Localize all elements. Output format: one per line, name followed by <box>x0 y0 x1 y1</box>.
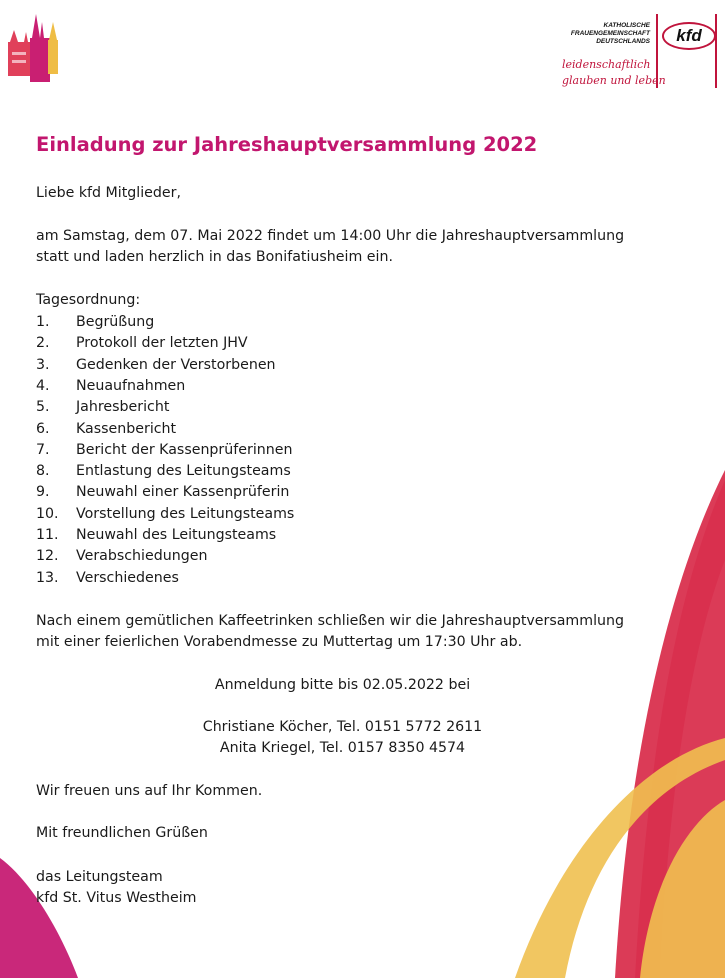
agenda-number: 5. <box>36 399 50 416</box>
agenda-number: 8. <box>36 463 50 480</box>
signature-line: das Leitungsteam <box>36 869 163 885</box>
agenda-number: 1. <box>36 314 50 330</box>
agenda-number: 10. <box>36 505 59 522</box>
agenda-text: Neuaufnahmen <box>76 377 186 394</box>
agenda-text: Neuwahl einer Kassenprüferin <box>76 484 290 501</box>
closing-line: mit einer feierlichen Vorabendmesse zu Muttertag um 17:30 Uhr ab. <box>36 634 523 650</box>
agenda-text: Verschiedenes <box>76 569 179 586</box>
page-title: Einladung zur Jahreshauptversammlung 2022 <box>36 133 538 156</box>
regards: Mit freundlichen Grüßen <box>36 825 208 841</box>
intro-line: am Samstag, dem 07. Mai 2022 findet um 14:00 Uhr die Jahreshauptversammlung <box>36 228 625 244</box>
contact: Anita Kriegel, Tel. 0157 8350 4574 <box>219 740 466 756</box>
agenda-number: 9. <box>36 484 50 501</box>
agenda-text: Gedenken der Verstorbenen <box>76 356 276 373</box>
agenda-text: Entlastung des Leitungsteams <box>76 463 291 480</box>
looking-forward: Wir freuen uns auf Ihr Kommen. <box>36 783 263 799</box>
contact: Christiane Köcher, Tel. 0151 5772 2611 <box>202 719 483 735</box>
agenda-number: 2. <box>36 335 50 352</box>
agenda-text: Protokoll der letzten JHV <box>76 335 248 352</box>
kfd-mark: kfd <box>662 22 716 50</box>
intro-line: statt und laden herzlich in das Bonifatiusheim ein. <box>36 249 393 265</box>
org-line: FRAUENGEMEINSCHAFT <box>570 30 650 37</box>
agenda-number: 13. <box>36 569 59 586</box>
agenda-text: Begrüßung <box>76 314 155 330</box>
agenda-label: Tagesordnung: <box>36 292 141 308</box>
agenda-number: 11. <box>36 527 59 543</box>
greeting: Liebe kfd Mitglieder, <box>36 185 181 201</box>
kfd-logo <box>560 14 720 94</box>
agenda-text: Verabschiedungen <box>76 548 208 565</box>
agenda-number: 3. <box>36 356 50 373</box>
agenda-number: 7. <box>36 441 50 458</box>
slogan-line: leidenschaftlich <box>562 58 651 71</box>
registration-note: Anmeldung bitte bis 02.05.2022 bei <box>214 677 471 693</box>
signature-line: kfd St. Vitus Westheim <box>36 890 197 906</box>
agenda-text: Jahresbericht <box>76 399 170 416</box>
church-skyline-logo <box>8 14 58 82</box>
org-line: KATHOLISCHE <box>603 22 650 29</box>
slogan-line: glauben und leben <box>562 74 666 87</box>
agenda-text: Bericht der Kassenprüferinnen <box>76 441 293 458</box>
agenda-text: Kassenbericht <box>76 420 177 437</box>
agenda-text: Vorstellung des Leitungsteams <box>76 505 295 522</box>
org-line: DEUTSCHLANDS <box>596 38 650 45</box>
closing-line: Nach einem gemütlichen Kaffeetrinken schließen wir die Jahreshauptversammlung <box>36 613 625 629</box>
agenda-number: 6. <box>36 420 50 437</box>
agenda-number: 12. <box>36 548 59 565</box>
agenda-number: 4. <box>36 377 50 394</box>
agenda-text: Neuwahl des Leitungsteams <box>76 527 277 543</box>
org-name <box>571 22 650 46</box>
